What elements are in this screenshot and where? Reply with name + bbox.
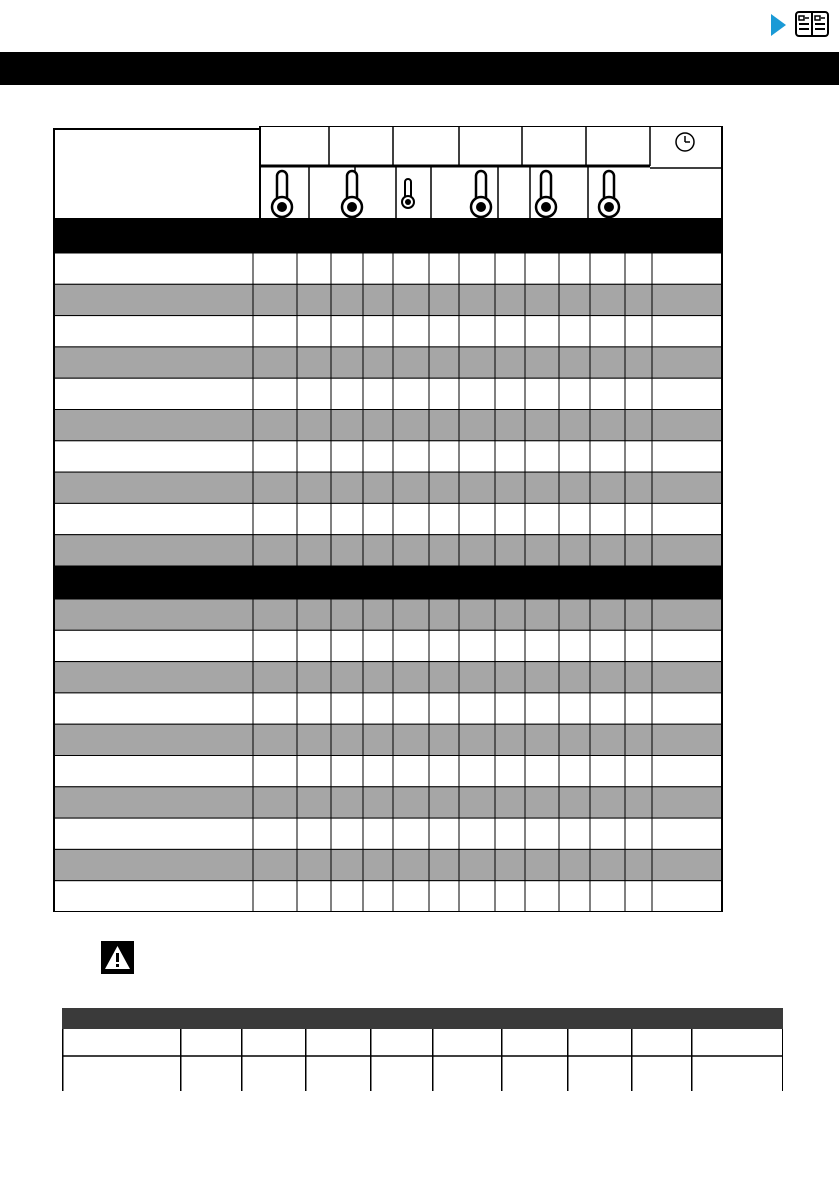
table-row xyxy=(53,347,723,378)
table-row xyxy=(53,787,723,818)
bottom-table xyxy=(62,1029,783,1091)
table-row xyxy=(53,378,723,409)
table-row xyxy=(53,693,723,724)
table-row xyxy=(53,503,723,534)
table-row xyxy=(53,881,723,912)
table-row xyxy=(53,599,723,630)
table-row xyxy=(53,535,723,566)
section-header-2 xyxy=(53,566,723,599)
table-row xyxy=(53,662,723,693)
small-thermometer-icon xyxy=(402,179,414,208)
thermometer-icon xyxy=(272,171,292,217)
thermometer-icon xyxy=(471,171,491,217)
table-of-contents-icon[interactable] xyxy=(795,11,829,37)
thermometer-icon xyxy=(342,171,362,217)
table-row xyxy=(53,724,723,755)
clock-icon xyxy=(676,133,694,151)
table-row xyxy=(53,284,723,315)
next-page-icon[interactable] xyxy=(771,14,786,36)
section-header-1 xyxy=(53,220,723,253)
table-row xyxy=(53,410,723,441)
bottom-table-grid xyxy=(62,1029,783,1091)
table-row xyxy=(53,316,723,347)
bottom-table-header xyxy=(62,1008,783,1029)
table-row xyxy=(53,441,723,472)
table-corner-cell xyxy=(54,129,260,219)
warning-icon xyxy=(101,941,134,974)
chapter-banner xyxy=(0,52,839,85)
table-row xyxy=(53,630,723,661)
settings-table xyxy=(53,126,723,912)
table-row xyxy=(53,818,723,849)
table-row xyxy=(53,253,723,284)
table-row xyxy=(53,756,723,787)
settings-table-grid xyxy=(53,126,723,912)
thermometer-icon xyxy=(536,171,556,217)
table-row xyxy=(53,472,723,503)
table-row xyxy=(53,849,723,880)
thermometer-icon xyxy=(599,171,619,217)
